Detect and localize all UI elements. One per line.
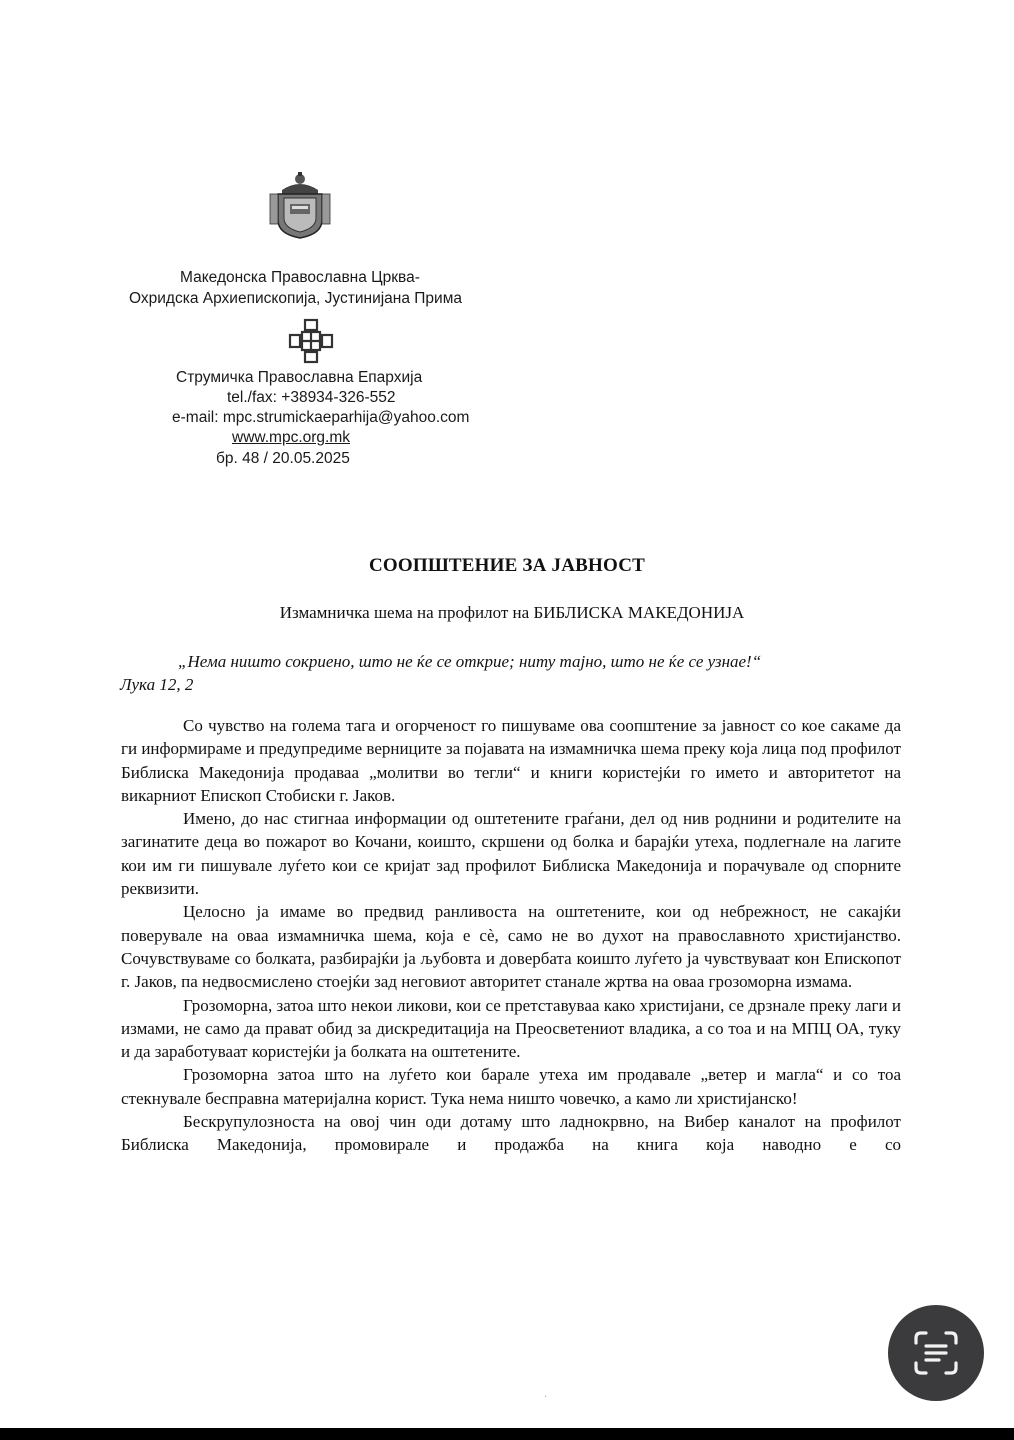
quote-reference: Лука 12, 2 [120, 675, 194, 694]
scan-artifact: · [544, 1392, 548, 1403]
bottom-edge [0, 1428, 1014, 1440]
paragraph: Имено, до нас стигнаа информации од оштетените граѓани, дел од нив роднини и родителите на загинатите деца во пожарот во Кочани, коишто, скршени од болка и барајќи утеха, подлегнале на лагите кои им ги пишувале луѓето кои се кријат зад профилот Библиска Македонија и порачувале од спорните реквизити. [121, 809, 901, 899]
paragraph: Бескрупулозноста на овој чин оди дотаму што ладнокрвно, на Вибер каналот на профилот Библиска Македонија, промовирале и продажба на книга која наводно е со [121, 1112, 901, 1155]
church-name-line2: Охридска Архиепископија, Јустинијана Прима [129, 290, 462, 307]
paragraph: Со чувство на голема тага и огорченост го пишуваме ова соопштение за јавност со кое сакаме да ги информираме и предупредиме верниците за појавата на измамничка шема преку која лица под профилот Библиска Македонија продаваа „молитви во тегли“ и книги користејќи го името и авторитетот на викарниот Епископ Стобиски г. Јаков. [121, 716, 901, 805]
quote-text: „Нема ништо сокриено, што не ќе се открие; ниту тајно, што не ќе се узнае!“ [178, 652, 762, 671]
text-scan-button[interactable] [888, 1305, 984, 1401]
document-title: СООПШТЕНИЕ ЗА ЈАВНОСТ [368, 555, 646, 576]
tel-fax: tel./fax: +38934-326-552 [227, 389, 396, 406]
paragraph: Целосно ја имаме во предвид ранливоста на оштетените, кои од небрежност, не сакајќи поверувале на оваа измамничка шема, која е сѐ, само не во духот на православното христијанство. Сочувствуваме со болката, разбирајќи ја љубовта и довербата коишто луѓето ја чувствуваат кон Епископот г. Јаков, па недвосмислено стоејќи зад неговиот авторитет станале жртва на оваа грозоморна измама. [121, 902, 901, 992]
document-subtitle: Измамничка шема на профилот на БИБЛИСКА МАКЕДОНИЈА [279, 603, 745, 622]
website-link[interactable]: www.mpc.org.mk [232, 429, 350, 446]
paragraph: Грозоморна, затоа што некои ликови, кои се претставуваа како христијани, се дрзнале преку лаги и измами, не само да прават обид за дискредитација на Преосветениот владика, а со тоа и на МПЦ ОА, туку и да заработуваат користејќи ја болката на оштетените. [121, 995, 901, 1062]
paragraph: Грозоморна затоа што на луѓето кои барале утеха им продавале „ветер и магла“ и со тоа стекнувале бесправна материјална корист. Тука нема ништо човечко, а камо ли христијанско! [121, 1065, 901, 1108]
eparchy-name: Струмичка Православна Епархија [176, 369, 423, 386]
scripture-quote [120, 650, 910, 696]
document-body [121, 714, 901, 1157]
text-scan-icon [912, 1329, 960, 1377]
email-address[interactable]: e-mail: mpc.strumickaeparhija@yahoo.com [172, 409, 470, 426]
church-crest-logo-icon [268, 172, 332, 240]
church-name-line1: Македонска Православна Црква- [180, 269, 420, 286]
ornamental-cross-icon [288, 318, 334, 364]
reference-number: бр. 48 / 20.05.2025 [216, 450, 350, 467]
